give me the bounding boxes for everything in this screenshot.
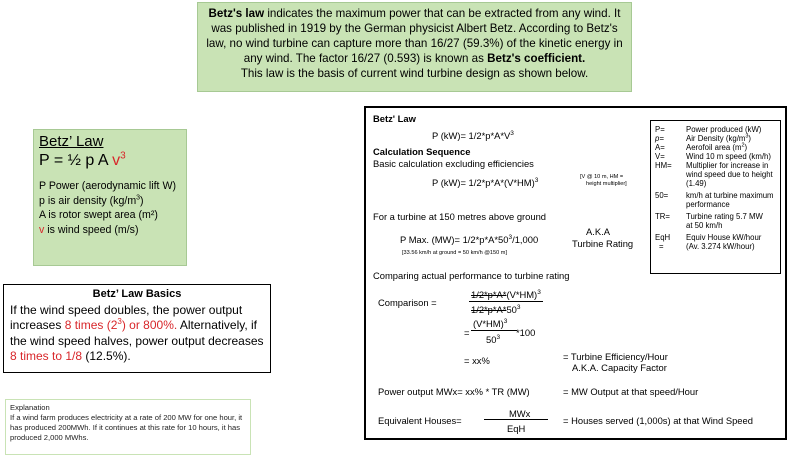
explanation-title: Explanation <box>10 403 50 412</box>
capacity-factor-label: A.K.A. Capacity Factor <box>572 362 667 373</box>
equals-sign: = <box>464 327 470 338</box>
legend-value: Turbine rating 5.7 MW <box>686 212 763 221</box>
legend-value: Power produced (kW) <box>686 125 762 134</box>
aka-label: A.K.A <box>586 226 610 237</box>
legend-value: Wind 10 m speed (km/h) <box>686 152 771 161</box>
explanation-box <box>5 399 251 455</box>
fraction-line-1 <box>469 301 543 302</box>
turbine-efficiency-label: = Turbine Efficiency/Hour <box>563 351 668 362</box>
comparison-numerator: $1/2*p*A*(V*HM)^3$ <box>471 288 541 300</box>
banner-basis: This law is the basis of current wind turbine design as shown below. <box>240 67 589 80</box>
def-wind-speed: v is wind speed (m/s) <box>39 223 139 236</box>
turbine-rating-label: Turbine Rating <box>572 238 634 249</box>
legend-value: Aerofoil area $(m^2)$ <box>686 142 748 152</box>
speed-note: [33.56 km/h at ground = 50 km/h @150 m] <box>402 250 508 256</box>
pmax-formula: P Max. $(MW)= 1/2*p*A*50^3/1,000$ <box>400 233 539 245</box>
fraction-line-3 <box>484 419 548 420</box>
times-100: *100 <box>516 327 536 338</box>
legend-key: P= <box>655 125 665 134</box>
xx-percent: = xx% <box>464 355 490 366</box>
legend-value: Multiplier for increase in <box>686 161 769 170</box>
legend-value: km/h at turbine maximum <box>686 191 774 200</box>
legend-value: (1.49) <box>686 179 707 188</box>
def-power: P Power (aerodynamic lift W) <box>39 180 176 192</box>
legend-value: performance <box>686 200 730 209</box>
basic-calc-label: Basic calculation excluding efficiencies <box>373 158 534 169</box>
eqh-label: EqH <box>507 423 526 434</box>
betz-law-term: Betz's law <box>208 7 265 20</box>
ratio-denominator: $50^3$ <box>486 333 501 345</box>
def-rotor-area: A is rotor swept area (m²) <box>39 209 158 221</box>
legend-key: V= <box>655 152 665 161</box>
variable-legend <box>650 120 781 274</box>
legend-value: wind speed due to height <box>686 170 773 179</box>
legend-key: TR= <box>655 212 670 221</box>
v-note: [V @ 10 m, HM = <box>580 174 624 180</box>
legend-key: 50= <box>655 191 669 200</box>
v-note-2: height multiplier] <box>586 181 627 187</box>
explanation-body: If a wind farm produces electricity at a rate of 200 MW for one hour, it has produced 200MWh. If it continues at this rate for 10 hours, it has produced 2,000 MWhs. <box>10 413 243 442</box>
power-formula: P $(kW)= 1/2*p*A*V^3$ <box>432 129 514 141</box>
banner-text: indicates the maximum power that can be extracted from any wind. It was published in 1919 by the German physicist Albert Betz. According to Betz's law, no wind turbine can capture more than 16/27 (59.3%) of the kinetic energy in any wind. The factor 16/27 (0.593) is known as <box>206 7 623 65</box>
comparison-label: Comparison = <box>378 297 437 308</box>
intro-banner <box>197 2 632 92</box>
legend-key: p= <box>655 134 664 143</box>
turbine-150-label: For a turbine at 150 metres above ground <box>373 211 547 222</box>
legend-key: EqH <box>655 233 671 242</box>
fraction-line-2 <box>471 330 517 331</box>
mw-output-label: = MW Output at that speed/Hour <box>563 386 699 397</box>
legend-key: HM= <box>655 161 672 170</box>
betz-law-box <box>33 129 187 266</box>
comparing-label: Comparing actual performance to turbine rating <box>373 270 570 281</box>
houses-served-label: = Houses served (1,000s) at that Wind Speed <box>563 415 753 426</box>
calc-sequence-heading: Calculation Sequence <box>373 146 471 157</box>
formula-definitions <box>39 179 181 237</box>
equivalent-houses-label: Equivalent Houses= <box>378 415 462 426</box>
betz-coefficient-term: Betz's coefficient. <box>487 52 586 65</box>
legend-value: (Av. 3.274 kW/hour) <box>686 242 755 251</box>
betz-law-title: Betz’ Law <box>39 133 104 150</box>
betz-basics-box <box>3 284 271 373</box>
basics-heading: Betz’ Law Basics <box>92 288 182 300</box>
betz-formula: P = ½ p A $v^3$ <box>39 150 126 169</box>
legend-value: Equiv House kW/hour <box>686 233 762 242</box>
panel-title: Betz' Law <box>373 113 416 124</box>
ratio-numerator: $(V*HM)^3$ <box>473 317 508 329</box>
calculation-panel <box>364 106 787 440</box>
legend-value: Air Density $(kg/m^3)$ <box>686 133 752 143</box>
def-air-density: p is air density $(kg/m^3)$ <box>39 193 144 207</box>
legend-value: at 50 km/h <box>686 221 723 230</box>
basics-text: If the wind speed doubles, the power output increases 8 times $(2^3)$ or 800%. Alternatively, if the wind speed halves, power output decreases 8 times to 1/8 (12.5%). <box>10 302 264 363</box>
legend-key: = <box>659 242 664 251</box>
power-formula-hm: P $(kW)= 1/2*p*A*(V*HM)^3$ <box>432 176 539 188</box>
mwx-label: MWx <box>509 408 531 419</box>
power-output-formula: Power output MWx= xx% * TR (MW) <box>378 386 530 397</box>
comparison-denominator: $1/2*p*A*50^3$ <box>471 303 521 315</box>
legend-key: A= <box>655 143 665 152</box>
